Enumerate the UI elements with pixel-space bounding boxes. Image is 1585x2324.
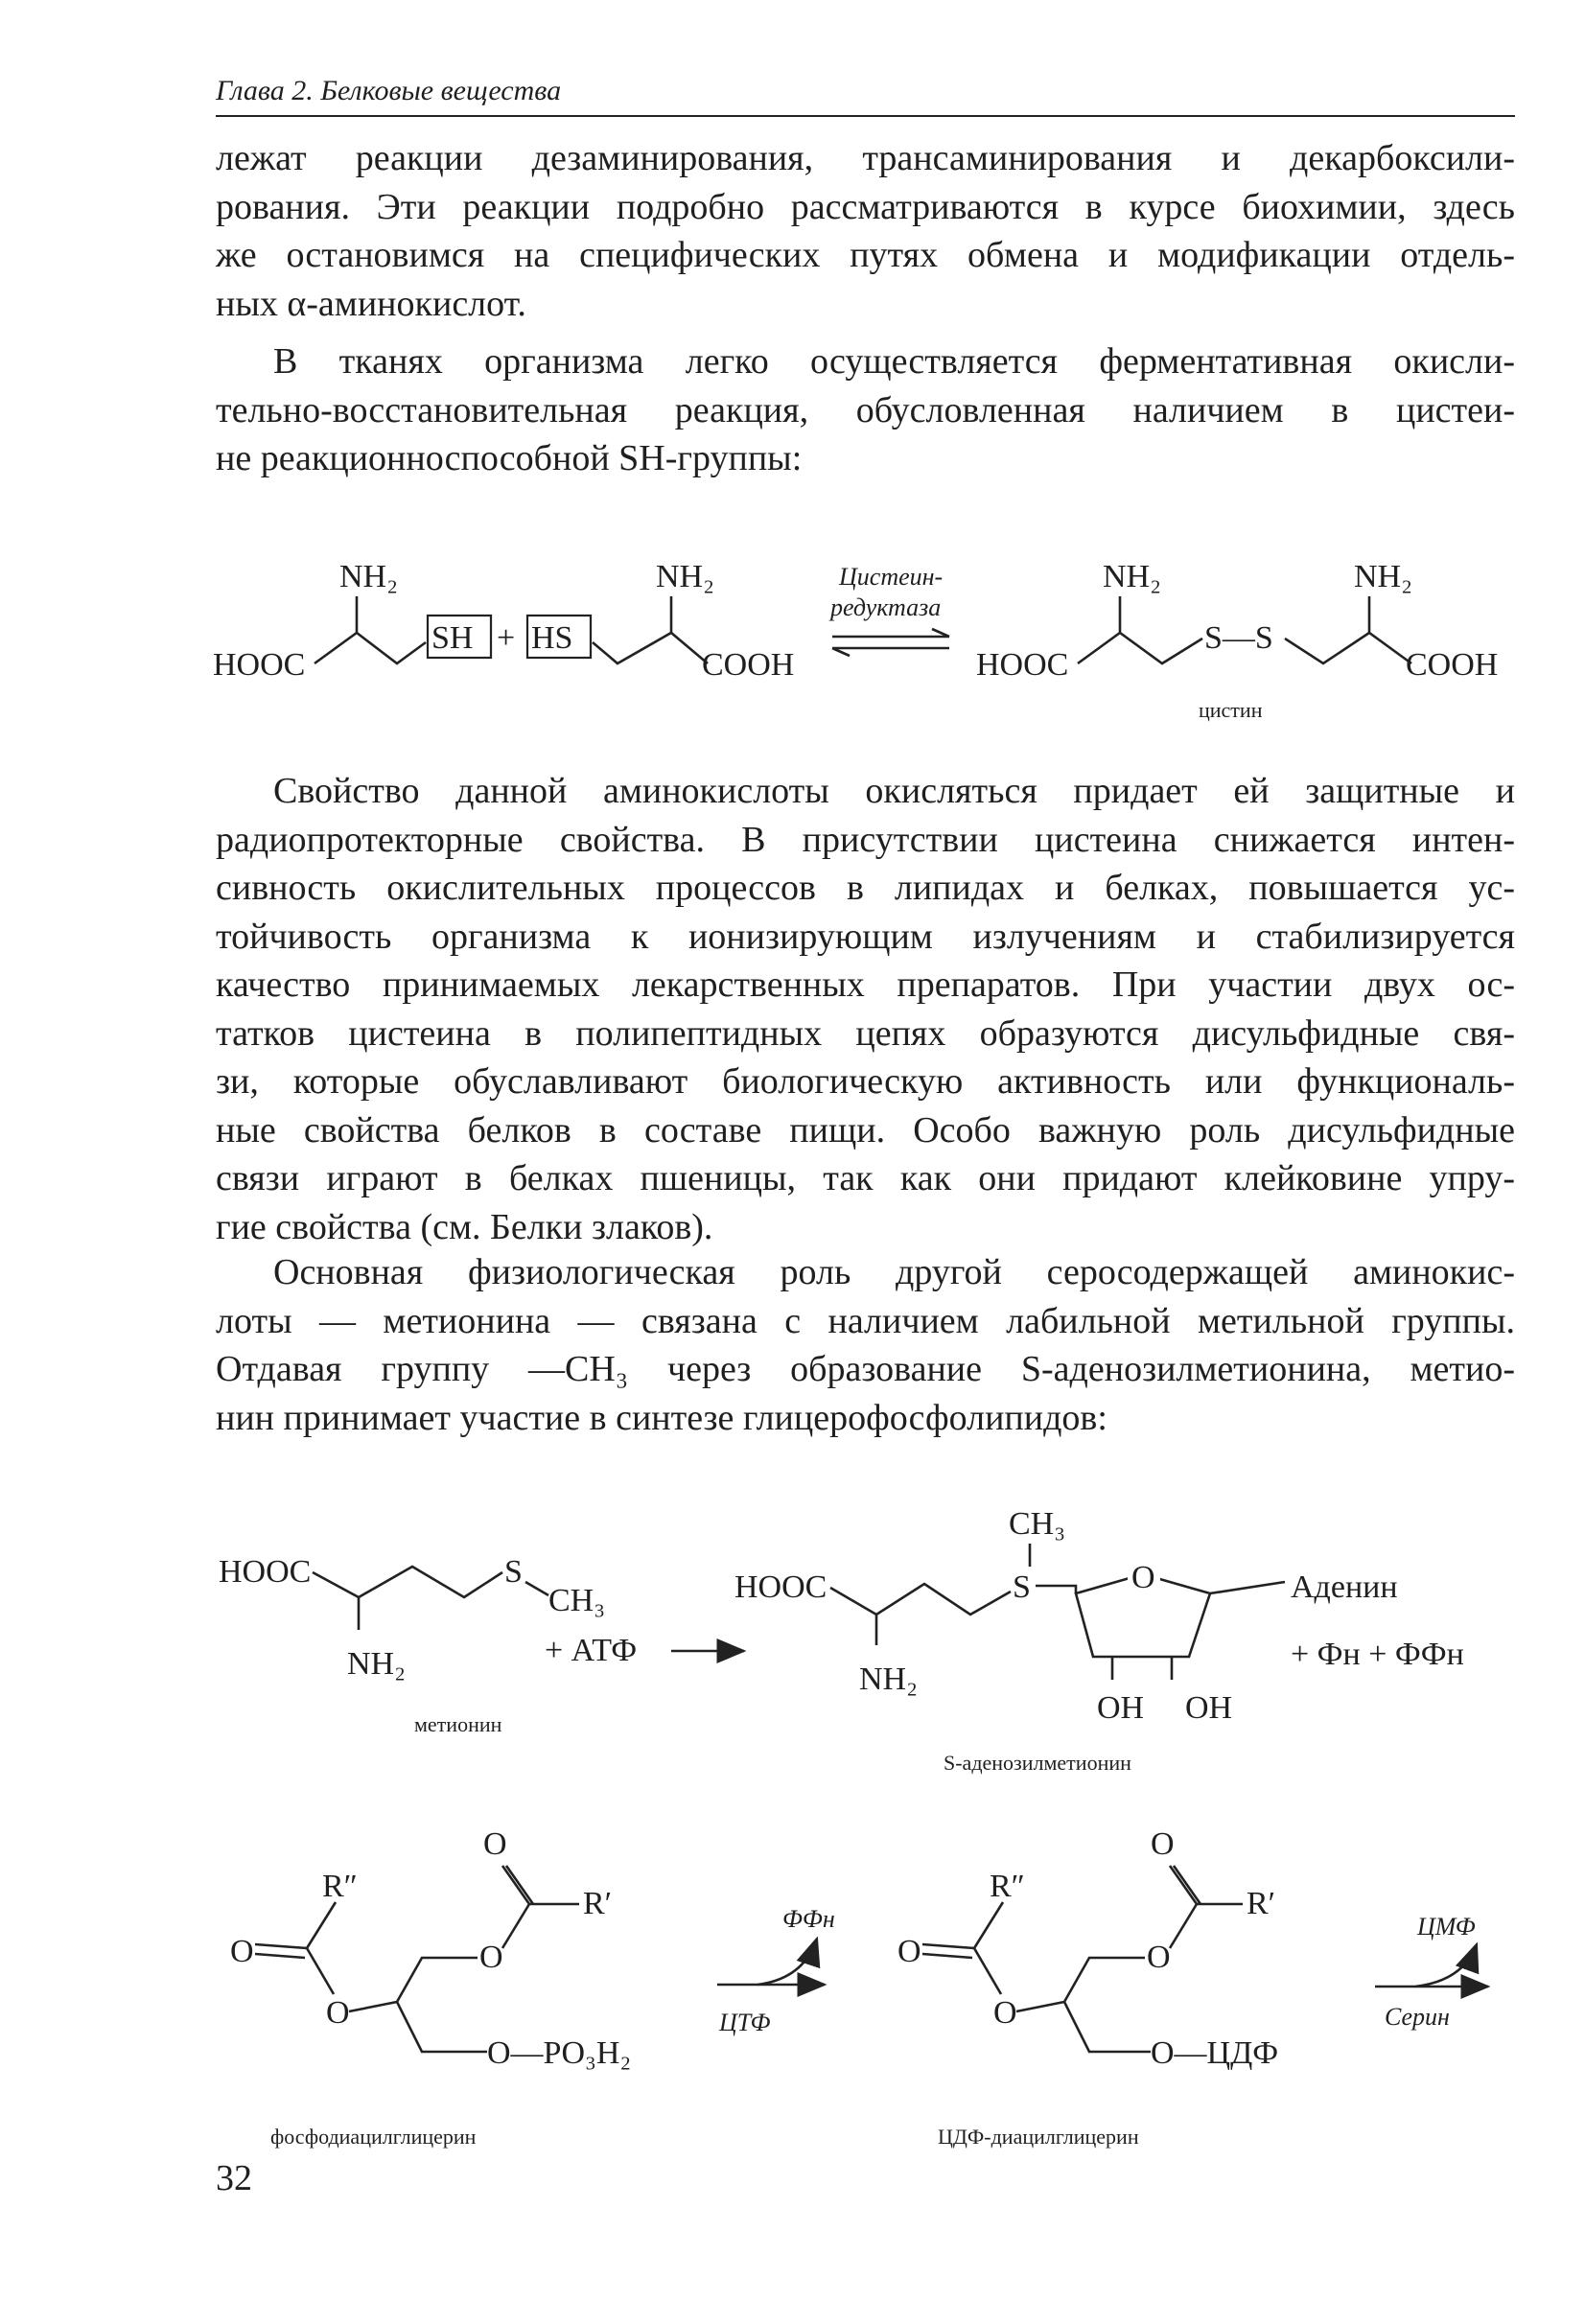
cdp-label: O—ЦДФ bbox=[1151, 2035, 1279, 2071]
page-number: 32 bbox=[216, 2158, 252, 2198]
text-line: ных α-аминокислот. bbox=[216, 283, 526, 324]
nh2-label: NH₂ bbox=[339, 559, 398, 594]
acyl-bond bbox=[1170, 1866, 1243, 1948]
text-line: лоты — метионина — связана с наличием лабильной метильной группы. bbox=[216, 1300, 1515, 1341]
hooc-label: HOOC bbox=[213, 647, 306, 683]
text-line: рования. Эти реакции подробно рассматриваются в курсе биохимии, здесь bbox=[216, 186, 1515, 227]
enzyme-label: Цистеин- bbox=[839, 563, 944, 591]
glycerol-bond bbox=[1016, 1958, 1151, 2052]
hooc-label: HOOC bbox=[219, 1554, 312, 1590]
oh-label: OH bbox=[1185, 1690, 1233, 1726]
text-line: В тканях организма легко осуществляется ферментативная окисли- bbox=[273, 341, 1515, 382]
backbone-bond bbox=[315, 633, 426, 663]
compound-label: ЦДФ-диацилглицерин bbox=[938, 2125, 1139, 2149]
byproducts-label: + Фн + ФФн bbox=[1291, 1637, 1464, 1672]
oxygen-label: O bbox=[230, 1934, 254, 1969]
disulfide-label: S—S bbox=[1204, 620, 1273, 656]
adenine-label: Аденин bbox=[1291, 1569, 1398, 1605]
sulfur-label: S bbox=[1013, 1569, 1031, 1605]
backbone-bond bbox=[1078, 633, 1202, 663]
byproduct-label: ФФн bbox=[782, 1905, 835, 1933]
text-line: лежат реакции дезаминирования, трансаминирования и декарбоксили- bbox=[216, 138, 1515, 178]
cooh-label: COOH bbox=[702, 647, 795, 683]
reagent-label: Серин bbox=[1385, 2003, 1450, 2031]
ester-bond bbox=[974, 1948, 1001, 1994]
plus-sign: + bbox=[497, 620, 516, 656]
reagent-label: + АТФ bbox=[545, 1633, 638, 1668]
chapter-title: Глава 2. Белковые вещества bbox=[216, 75, 562, 106]
nh2-label: NH₂ bbox=[1354, 559, 1412, 594]
text-line: зи, которые обуславливают биологическую активность или функциональ- bbox=[216, 1061, 1515, 1102]
sh-label: SH bbox=[431, 620, 474, 656]
sulfur-label: S bbox=[504, 1554, 523, 1590]
text-line: не реакционноспособной SH-группы: bbox=[216, 438, 803, 478]
compound-label: S-аденозилметионин bbox=[944, 1751, 1131, 1775]
text-line: Отдавая группу —CH₃ через образование S-аденозилметионина, метио- bbox=[216, 1349, 1515, 1389]
text-line: Основная физиологическая роль другой серосодержащей аминокис- bbox=[273, 1252, 1515, 1292]
oxygen-label: O bbox=[1147, 1940, 1171, 1975]
r-double-prime: R″ bbox=[990, 1869, 1025, 1904]
scheme-cdp-diacylglycerol bbox=[230, 1826, 1488, 2149]
text-line: же остановимся на специфических путях обмена и модификации отдель- bbox=[216, 235, 1515, 275]
hooc-label: HOOC bbox=[976, 647, 1069, 683]
s-ch2-bond bbox=[1036, 1586, 1076, 1593]
ch3-label: CH₃ bbox=[1009, 1506, 1066, 1542]
backbone-bond bbox=[313, 1567, 502, 1597]
backbone-bond bbox=[593, 633, 708, 663]
enzyme-label: редуктаза bbox=[830, 593, 942, 621]
reagent-label: ЦТФ bbox=[719, 2009, 771, 2036]
acyl-bond bbox=[974, 1902, 1003, 1948]
compound-label: фосфодиацилглицерин bbox=[270, 2125, 477, 2149]
carbonyl-bond bbox=[255, 1944, 307, 1958]
oh-label: OH bbox=[1097, 1690, 1145, 1726]
reverse-arrow bbox=[832, 648, 949, 656]
text-line: гие свойства (см. Белки злаков). bbox=[216, 1206, 713, 1247]
r-prime: R′ bbox=[1247, 1886, 1276, 1921]
adenine-bond bbox=[1210, 1582, 1285, 1593]
text-line: качество принимаемых лекарственных препаратов. При участии двух ос- bbox=[216, 964, 1515, 1005]
oxygen-label: O bbox=[897, 1934, 921, 1969]
ring-oxygen: O bbox=[1131, 1560, 1155, 1595]
text-line: Свойство данной аминокислоты окисляться придает ей защитные и bbox=[273, 771, 1515, 811]
oxygen-label: O bbox=[993, 1995, 1017, 2031]
cooh-label: COOH bbox=[1406, 647, 1499, 683]
product-label: цистин bbox=[1199, 698, 1263, 722]
acyl-bond bbox=[307, 1902, 336, 1948]
backbone-bond bbox=[1285, 633, 1411, 663]
nh2-label: NH₂ bbox=[1103, 559, 1161, 594]
oxygen-label: O bbox=[479, 1940, 503, 1975]
ch3-label: CH₃ bbox=[548, 1583, 606, 1618]
text-line: ные свойства белков в составе пищи. Особо важную роль дисульфидные bbox=[216, 1109, 1515, 1150]
text-line: тельно-восстановительная реакция, обусловленная наличием в цистеи- bbox=[216, 389, 1515, 430]
byproduct-label: ЦМФ bbox=[1417, 1913, 1476, 1941]
forward-arrow bbox=[832, 629, 949, 637]
phosphate-label: O—PO₃H₂ bbox=[487, 2035, 632, 2071]
oxygen-label: O bbox=[483, 1826, 507, 1862]
methyl-bond bbox=[525, 1582, 548, 1595]
release-arrow bbox=[1415, 1944, 1477, 1987]
scheme-cysteine-oxidation bbox=[213, 559, 1498, 722]
glycerol-bond bbox=[349, 1958, 487, 2052]
carbonyl-bond bbox=[922, 1944, 974, 1958]
text-line: тойчивость организма к ионизирующим излучениям и стабилизируется bbox=[216, 916, 1515, 957]
oxygen-label: O bbox=[326, 1995, 350, 2031]
r-prime: R′ bbox=[583, 1886, 613, 1921]
backbone-bond bbox=[830, 1584, 1011, 1615]
compound-label: метионин bbox=[414, 1712, 502, 1736]
ester-bond bbox=[307, 1948, 334, 1994]
release-arrow bbox=[758, 1939, 817, 1985]
nh2-label: NH₂ bbox=[347, 1646, 406, 1682]
text-line: радиопротекторные свойства. В присутствии цистеина снижается интен- bbox=[216, 819, 1515, 860]
nh2-label: NH₂ bbox=[859, 1662, 918, 1697]
oxygen-label: O bbox=[1151, 1826, 1175, 1862]
hooc-label: HOOC bbox=[734, 1569, 827, 1605]
text-line: связи играют в белках пшеницы, так как они придают клейковине упру- bbox=[216, 1158, 1515, 1198]
acyl-bond bbox=[502, 1866, 579, 1948]
scheme-methionine-activation bbox=[219, 1506, 1464, 1775]
text-line: нин принимает участие в синтезе глицерофосфолипидов: bbox=[216, 1397, 1107, 1438]
text-line: татков цистеина в полипептидных цепях образуются дисульфидные свя- bbox=[216, 1012, 1515, 1054]
text-line: сивность окислительных процессов в липидах и белках, повышается ус- bbox=[216, 868, 1515, 908]
nh2-label: NH₂ bbox=[656, 559, 714, 594]
hs-label: HS bbox=[531, 620, 573, 656]
r-double-prime: R″ bbox=[322, 1869, 358, 1904]
hydroxyl-bonds bbox=[1112, 1657, 1172, 1680]
